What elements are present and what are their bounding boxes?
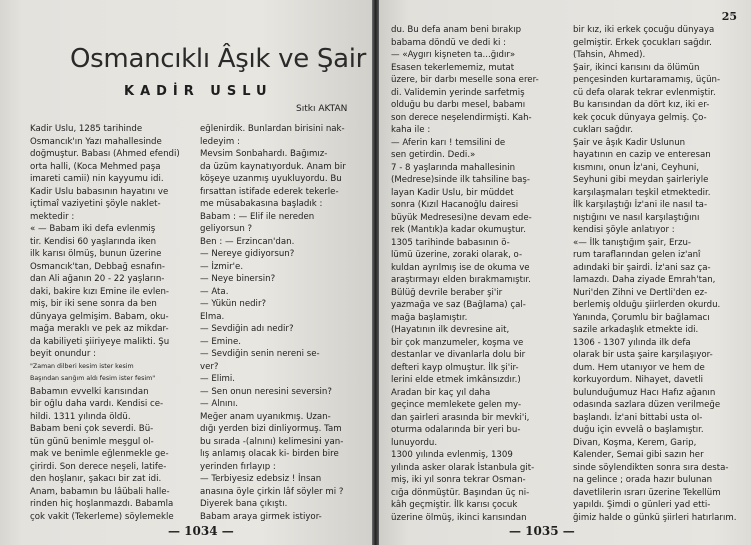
text-line: — Aferin karı ! temsilini de (391, 137, 506, 148)
text-line: — Sevdiğin adı nedir? (200, 324, 294, 334)
text-line: lunuyordu. (391, 437, 438, 448)
text-line: büyük Medresesi)ne devam ede- (391, 212, 532, 223)
text-line: rinden hiç hoşlanmazdı. Babamla (30, 499, 174, 509)
text-line: Ben : — Erzincan'dan. (200, 236, 295, 247)
text-line: Anam, babamın bu lâübali halle- (30, 486, 170, 497)
text-line: imareti camii) nin kayyumu idi. (30, 174, 164, 184)
text-line: Nuri'den Zihni ve Dertli'den ez- (573, 287, 708, 298)
text-line: davetlilerin ısrarı üzerine Tekellüm (573, 487, 721, 498)
text-line: da kabiliyeti şiiriyeye malikti. Şu (30, 336, 170, 347)
text-line: yazmağa ve saz (Bağlama) çal- (391, 300, 526, 310)
text-line: destanlar ve divanlarla dolu bir (391, 350, 526, 360)
text-line: sinde söylendikten sonra sıra desta- (573, 462, 729, 473)
text-line: olduğu bu darbı mesel, babamı (391, 100, 526, 110)
text-line: bir çok manzumeler, koşma ve (391, 337, 524, 348)
text-line: 1300 yılında evlenmiş, 1309 (391, 450, 513, 460)
text-line: 7 - 8 yaşlarında mahallesinin (391, 162, 516, 173)
text-line: nıştığını ve nasıl karşılaştığını (573, 212, 700, 223)
text-line: çok vakit (Tekerleme) söylemekle (30, 511, 174, 522)
text-line: yapıldı. Şimdi o günleri yad etti- (573, 500, 711, 510)
text-line: « — Babam iki defa evlenmiş (30, 224, 156, 234)
text-line: Elma. (200, 311, 225, 322)
text-line: rek (Mantık)a kadar okumuştur. (391, 225, 526, 235)
text-line: kaha ile : (391, 125, 431, 135)
text-line: sen getirdin. Dedi.» (391, 150, 476, 160)
text-line: fırsattan istifade ederek tekerle- (200, 186, 339, 197)
text-line: — Yükün nedir? (200, 299, 267, 309)
text-line: dığı yerden bizi dinliyormuş. Tam (200, 424, 342, 434)
text-line: — Sevdiğin senin nereni se- (200, 349, 320, 359)
text-line: Babam : — Elif ile nereden (200, 211, 315, 222)
text-line: (Medrese)sinde ilk tahsiline baş- (391, 175, 531, 185)
text-line: lerini elde etmek imkânsızdır.) (391, 375, 521, 385)
text-line: dan şairleri arasında bir mevki'i, (391, 412, 530, 423)
text-line: Kalender, Semai gibi sazın her (573, 450, 704, 460)
text-line: Şair, ikinci karısını da ölümün (573, 62, 700, 73)
text-line: miş, bir iki sene sonra da ben (30, 299, 157, 309)
text-line: Babamın evvelki karısından (30, 386, 149, 397)
text-line: Şair ve âşık Kadir Uslunun (573, 137, 686, 148)
text-line: çirirdi. Son derece neşeli, latife- (30, 461, 167, 472)
text-line: Yanında, Çorumlu bir bağlamacı (573, 312, 710, 323)
text-line: Bülüğ devrile beraber şi'ir (391, 287, 503, 298)
text-line: me müsabakasına başladık : (200, 199, 323, 209)
text-line: bir kız, iki erkek çocuğu dünyaya (573, 25, 715, 35)
text-line: du. Bu defa anam beni bırakıp (391, 25, 522, 35)
text-line: — Terbiyesiz edebsiz ! İnsan (200, 474, 322, 484)
text-line: "Zaman dilberi kesim ister kesim (30, 362, 134, 370)
text-line: geçince memlekete gelen my- (391, 400, 522, 410)
text-line: rum taraflarından gelen iz'anî (573, 250, 701, 260)
text-line: tün günü benimle meşgul ol- (30, 436, 154, 447)
right-folio: — 1035 — (509, 524, 575, 538)
text-line: gelmiştir. Erkek çocukları sağdır. (573, 37, 712, 48)
text-line: beyit onundur : (30, 349, 96, 359)
text-line: Diyerek bana çıkıştı. (200, 499, 288, 509)
text-line: babama döndü ve dedi ki : (391, 37, 507, 48)
text-line: — Elimi. (200, 374, 236, 384)
text-line: mak ve benimle eğlenmekle ge- (30, 449, 169, 459)
text-line: — Ata. (200, 286, 229, 297)
article-byline: Sıtkı AKTAN (296, 104, 348, 114)
text-line: cukları sağdır. (573, 125, 633, 135)
text-line: kısmını, onun İz'ani, Ceyhuni, (573, 162, 700, 173)
text-line: olarak bir usta şaire karşılaşıyor- (573, 350, 713, 360)
text-line: cü defa olarak tekrar evlenmiştir. (573, 87, 716, 98)
text-line: lümü üzerine, zoraki olarak, o- (391, 250, 523, 260)
text-line: kek çocuk dünyaya gelmiş. Ço- (573, 112, 707, 123)
text-line: köşeye uzanmış uyukluyordu. Bu (200, 174, 342, 184)
right-column-1 (391, 24, 563, 524)
text-line: dünyaya gelmişim. Babam, oku- (30, 311, 169, 322)
text-line: yerinden fırlayıp : (200, 461, 276, 472)
text-line: mağa meraklı ve pek az mikdar- (30, 324, 169, 334)
text-line: ledeyim : (200, 136, 240, 147)
text-line: ğimiz halde o günkü şiirleri hatırlarım. (573, 512, 737, 523)
right-column-2 (573, 24, 743, 524)
text-line: — Emine. (200, 336, 241, 347)
text-line: Mevsim Sonbahardı. Bağımız- (200, 149, 328, 159)
text-line: mektedir : (30, 211, 75, 222)
text-line: Esasen tekerlememiz, mutat (391, 62, 515, 73)
text-line: Kadir Uslu, 1285 tarihinde (30, 124, 143, 134)
text-line: dum. Hem utanıyor ve hem de (573, 362, 705, 373)
text-line: bir oğlu daha vardı. Kendisi ce- (30, 399, 164, 409)
text-line: geliyorsun ? (200, 224, 253, 234)
text-line: — «Aygırı kişneten ta...ğıdır» (391, 50, 516, 60)
text-line: Bu karısından da dört kız, iki er- (573, 100, 710, 110)
text-line: Babam beni çok severdi. Bü- (30, 424, 154, 434)
text-line: Başından sarığım aldı fesim ister fesim" (30, 375, 156, 382)
text-line: Kadir Uslu babasının hayatını ve (30, 186, 169, 197)
text-line: 1305 tarihinde babasının ö- (391, 237, 510, 248)
text-line: son derece neşelendirmişti. Kah- (391, 112, 532, 123)
text-line: — Neye binersin? (200, 274, 276, 284)
text-line: Divan, Koşma, Kerem, Garip, (573, 437, 697, 448)
right-page (379, 0, 751, 545)
text-line: hildi. 1311 yılında öldü. (30, 411, 131, 422)
text-line: — Sen onun neresini seversin? (200, 386, 332, 397)
article-title: Osmancıklı Âşık ve Şair (70, 44, 367, 74)
text-line: oturma odalarında bir yeri bu- (391, 425, 521, 435)
text-line: eğlenirdik. Bunlardan birisini nak- (200, 124, 345, 134)
text-line: sonra (Kızıl Hacanoğlu dairesi (391, 200, 519, 210)
text-line: kâh geçmiştir. İlk karısı çocuk (391, 500, 518, 510)
text-line: da üzüm kaynatıyorduk. Anam bir (200, 161, 346, 172)
text-line: 1306 - 1307 yılında ilk defa (573, 337, 691, 348)
text-line: Osmancık'ın Yazı mahallesinde (30, 136, 162, 147)
text-line: (Hayatının ilk devresine ait, (391, 325, 510, 335)
text-line: İlk karşılaştığı İz'ani ile nasıl ta- (573, 200, 708, 210)
text-line: bulunduğumuz Hacı Hafız ağanın (573, 387, 716, 398)
text-line: kendisi şöyle anlatıyor : (573, 225, 675, 235)
left-column-2 (200, 123, 365, 523)
text-line: — Alnını. (200, 399, 238, 409)
text-line: karşılaşmaları teşkil etmektedir. (573, 187, 711, 198)
text-line: cığa dönmüştür. Başından üç ni- (391, 487, 530, 498)
book-gutter (372, 0, 379, 545)
text-line: na gelince ; orada hazır bulunan (573, 475, 713, 485)
text-line: Meğer anam uyanıkmış. Uzan- (200, 411, 331, 422)
text-line: «— İlk tanıştığım şair, Erzu- (573, 237, 692, 248)
text-line: Babam araya girmek istiyor- (200, 511, 322, 522)
text-line: orta halli, (Koca Mehmed paşa (30, 161, 161, 172)
text-line: dan Ali ağanın 20 - 22 yaşların- (30, 274, 165, 284)
left-page (0, 0, 372, 545)
text-line: başlandı. İz'ani bittabi usta ol- (573, 412, 703, 423)
text-line: pençesinden kurtaramamış, üçün- (573, 75, 721, 85)
text-line: Osmancık'tan, Debbağ esnafın- (30, 261, 166, 272)
text-line: ilk karısı ölmüş, bunun üzerine (30, 249, 162, 259)
text-line: Aradan bir kaç yıl daha (391, 387, 491, 398)
text-line: Seyhuni gibi meydan şairleriyle (573, 175, 709, 185)
text-line: den hoşlanır, şakacı bir zat idi. (30, 474, 162, 484)
text-line: sazile arkadaşlık etmekte idi. (573, 325, 699, 335)
text-line: di. Validemin yerinde sarfetmiş (391, 87, 525, 98)
text-line: üzerine ölmüş, ikinci karısından (391, 512, 527, 523)
text-line: korkuyordum. Nihayet, davetli (573, 375, 704, 385)
page-number: 25 (721, 10, 737, 23)
text-line: anasına öyle çirkin lâf söyler mi ? (200, 486, 344, 497)
text-line: hayatının en cazip ve enteresan (573, 150, 711, 160)
text-line: yılında asker olarak İstanbula git- (391, 462, 535, 473)
left-column-1 (30, 123, 192, 523)
text-line: — İzmir'e. (200, 261, 244, 272)
text-line: kuldan ayrılmış ise de okuma ve (391, 262, 530, 273)
text-line: (Tahsin, Ahmed). (573, 50, 646, 60)
text-line: araştırmayı elden bırakmamıştır. (391, 275, 531, 285)
text-line: doğmuştur. Babası (Ahmed efendi) (30, 149, 180, 159)
text-line: adındaki bir şairdi. İz'ani saz ça- (573, 262, 711, 273)
text-line: odasında sazlara düzen verilmeğe (573, 400, 721, 410)
article-author: KADİR USLU (124, 84, 273, 99)
text-line: tir. Kendisi 60 yaşlarında iken (30, 236, 157, 247)
text-line: duğu için evvelâ o başlamıştır. (573, 425, 704, 435)
text-line: layan Kadir Uslu, bir müddet (391, 187, 514, 198)
text-line: üzere, bir darbı meselle sona erer- (391, 75, 539, 85)
text-line: lış anlamış olacak ki- birden bire (200, 449, 339, 459)
text-line: miş, iki yıl sonra tekrar Osman- (391, 475, 526, 485)
text-line: içtimaî vaziyetini şöyle naklet- (30, 199, 161, 209)
text-line: bu sırada -(alnını) kelimesini yan- (200, 436, 344, 447)
text-line: defteri kayp olmuştur. İlk şi'ir- (391, 362, 519, 373)
text-line: daki, bakire kızı Emine ile evlen- (30, 286, 170, 297)
text-line: ver? (200, 361, 219, 372)
text-line: lamazdı. Daha ziyade Emrah'tan, (573, 275, 716, 285)
text-line: mağa başlamıştır. (391, 312, 468, 323)
text-line: — Nereye gidiyorsun? (200, 249, 295, 259)
left-folio: — 1034 — (168, 524, 234, 538)
text-line: berlemiş olduğu şiirlerden okurdu. (573, 300, 721, 310)
